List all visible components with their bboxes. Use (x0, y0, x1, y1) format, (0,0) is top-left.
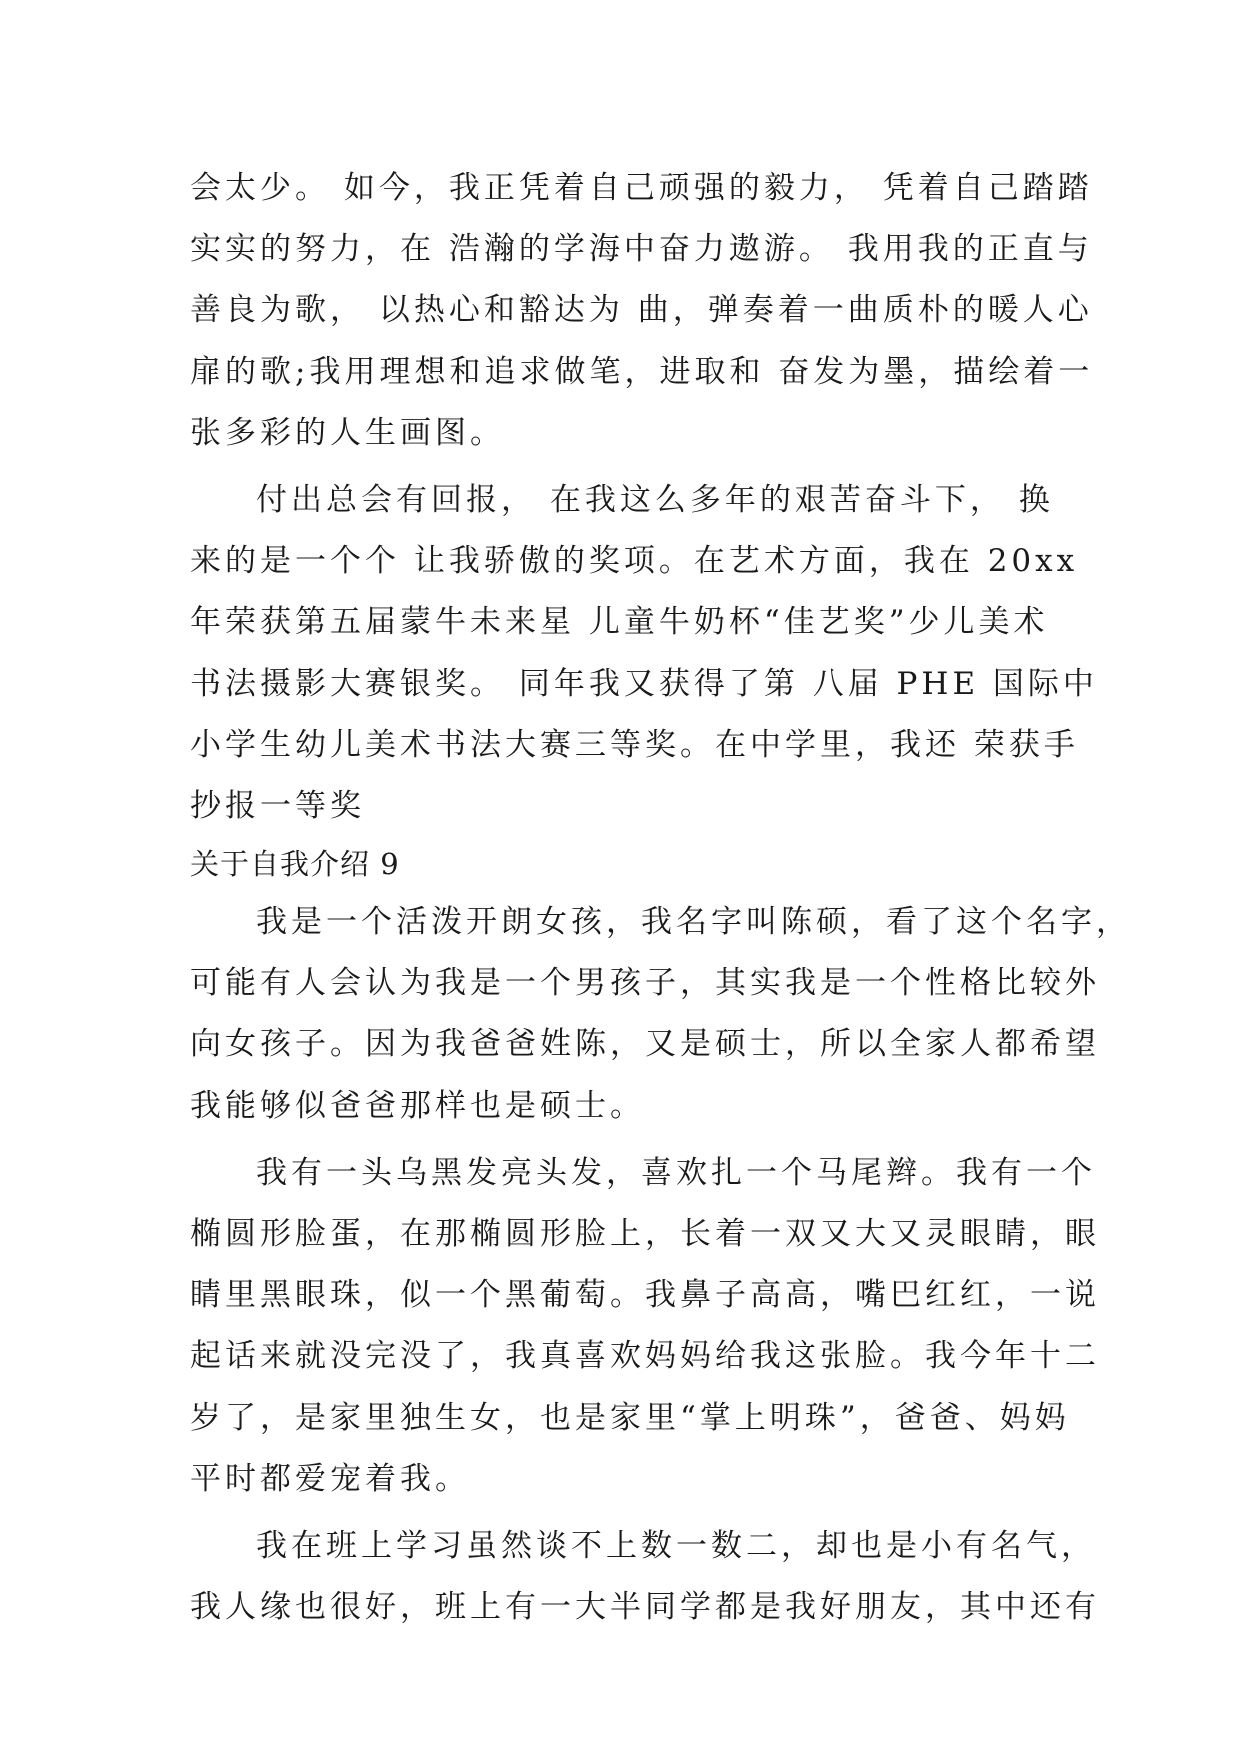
text-line: 我有一头乌黑发亮头发，喜欢扎一个马尾辫。我有一个 (256, 1154, 1096, 1191)
text-line: 来的是一个个 让我骄傲的奖项。在艺术方面，我在 20xx (190, 543, 1079, 580)
paragraph (190, 470, 1098, 837)
text-line: 善良为歌， 以热心和豁达为 曲，弹奏着一曲质朴的暖人心 (190, 292, 1093, 329)
paragraph (190, 892, 1131, 1137)
text-line: 年荣获第五届蒙牛未来星 儿童牛奶杯“佳艺奖”少儿美术 (190, 604, 1049, 641)
text-line: 抄报一等奖 (190, 787, 365, 824)
text-line: 可能有人会认为我是一个男孩子，其实我是一个性格比较外 (190, 965, 1100, 1002)
text-line: 我是一个活泼开朗女孩，我名字叫陈硕，看了这个名字， (256, 904, 1131, 941)
paragraph (190, 1516, 1100, 1638)
text-line: 平时都爱宠着我。 (190, 1460, 470, 1497)
text-line: 向女孩子。因为我爸爸姓陈，又是硕士，所以全家人都希望 (190, 1026, 1100, 1063)
section-heading: 关于自我介绍 9 (190, 847, 400, 882)
text-line: 实实的努力，在 浩瀚的学海中奋力遨游。 我用我的正直与 (190, 231, 1093, 268)
text-line: 书法摄影大赛银奖。 同年我又获得了第 八届 PHE 国际中 (190, 665, 1098, 702)
text-line: 会太少。 如今，我正凭着自己顽强的毅力， 凭着自己踏踏 (190, 170, 1093, 206)
paragraph (190, 1143, 1100, 1510)
text-line: 睛里黑眼珠，似一个黑葡萄。我鼻子高高，嘴巴红红，一说 (190, 1277, 1100, 1314)
text-line: 付出总会有回报， 在我这么多年的艰苦奋斗下， 换 (256, 481, 1054, 518)
text-line: 起话来就没完没了，我真喜欢妈妈给我这张脸。我今年十二 (190, 1338, 1100, 1375)
text-line: 张多彩的人生画图。 (190, 414, 505, 451)
paragraph (190, 158, 1094, 464)
text-line: 扉的歌;我用理想和追求做笔，进取和 奋发为墨，描绘着一 (190, 353, 1094, 390)
text-line: 岁了，是家里独生女，也是家里“掌上明珠”，爸爸、妈妈 (190, 1399, 1070, 1436)
document-body (190, 158, 1131, 1638)
text-line: 我人缘也很好，班上有一大半同学都是我好朋友，其中还有 (190, 1589, 1100, 1626)
text-line: 小学生幼儿美术书法大赛三等奖。在中学里，我还 荣获手 (190, 726, 1079, 763)
text-line: 椭圆形脸蛋，在那椭圆形脸上，长着一双又大又灵眼睛，眼 (190, 1216, 1100, 1252)
text-line: 我能够似爸爸那样也是硕士。 (190, 1087, 645, 1124)
text-line: 我在班上学习虽然谈不上数一数二，却也是小有名气， (256, 1527, 1096, 1564)
